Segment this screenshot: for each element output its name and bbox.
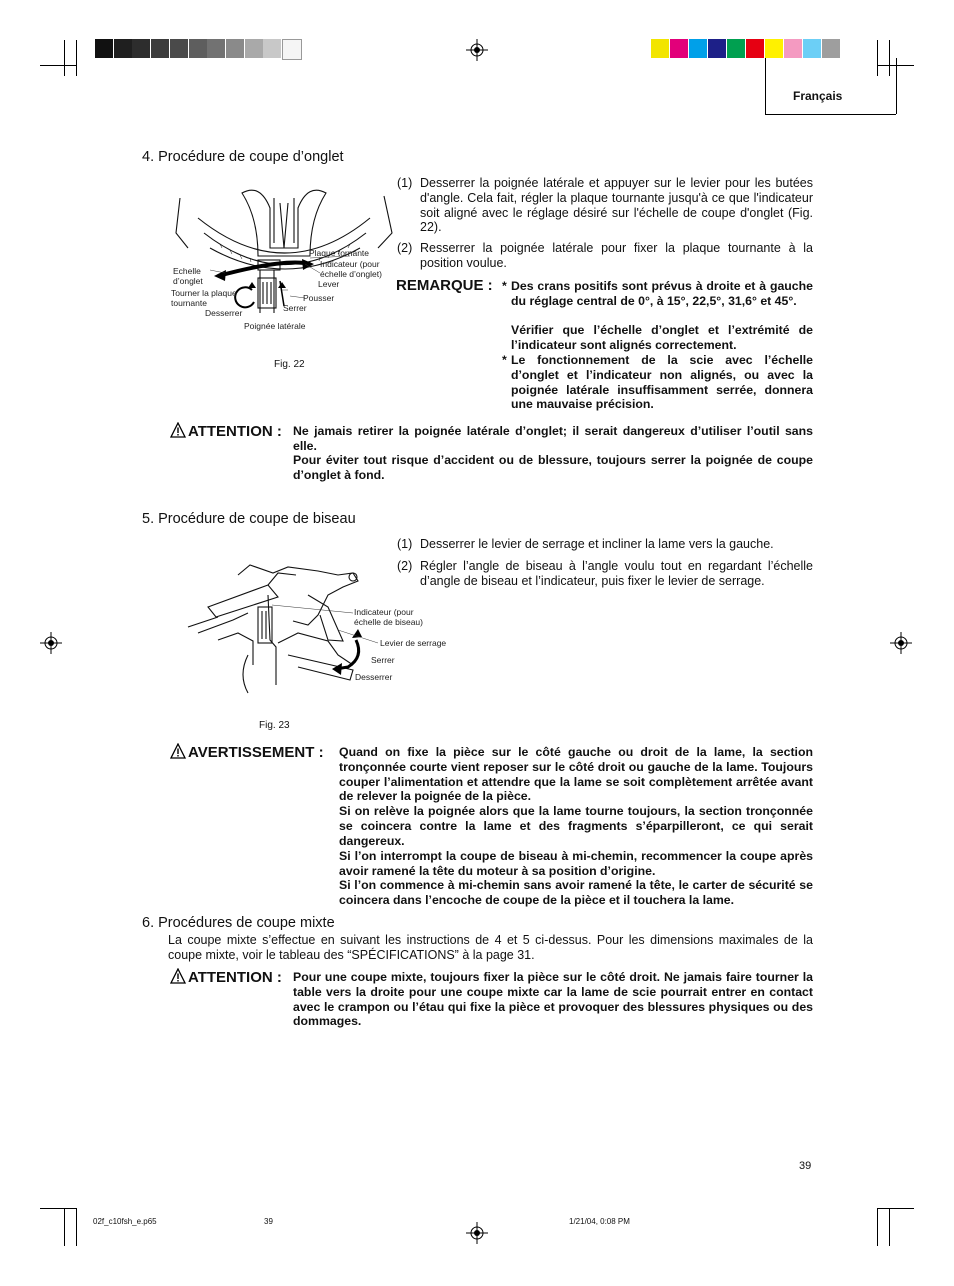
gray-swatch (263, 39, 281, 58)
footer-filename: 02f_c10fsh_e.p65 (93, 1217, 157, 1226)
attention-1-text-2: Pour éviter tout risque d’accident ou de blessure, toujours serrer la poignée de coupe d’onglet à fond. (293, 453, 813, 482)
crop-mark (64, 1208, 65, 1246)
step-text: Régler l’angle de biseau à l’angle voulu tout en regardant l’échelle d’angle de biseau et l’indicateur, puis fixer le levier de serrage. (420, 559, 813, 588)
gray-swatch (114, 39, 132, 58)
step-text: Desserrer la poignée latérale et appuyer sur le levier pour les butées d'angle. Cela fait, régler la plaque tournante jusqu'à ce que l'indicateur soit aligné avec le réglage désiré sur l'échelle de coupe d'onglet (Fig. 22). (420, 176, 813, 235)
label-indicateur-onglet: Indicateur (pour échelle d’onglet) (320, 259, 382, 279)
language-tab (765, 58, 896, 115)
gray-swatch (282, 39, 302, 60)
attention-text-label: ATTENTION : (188, 423, 282, 440)
color-swatch (708, 39, 726, 58)
color-swatch (765, 39, 783, 58)
color-swatch (670, 39, 688, 58)
crop-mark (889, 1208, 890, 1246)
step-number: (2) (397, 559, 413, 573)
attention-label-1 (170, 422, 282, 440)
color-swatch (727, 39, 745, 58)
warning-triangle-icon (170, 968, 186, 984)
step-text: Resserrer la poignée latérale pour fixer la plaque tournante à la position voulue. (420, 241, 813, 270)
attention-text-label: ATTENTION : (188, 969, 282, 986)
label-desserrer: Desserrer (205, 308, 243, 318)
step-text: Desserrer le levier de serrage et incliner la lame vers la gauche. (420, 537, 774, 551)
crop-mark (76, 1208, 77, 1246)
label-serrer-biseau: Serrer (371, 655, 395, 665)
color-swatch (822, 39, 840, 58)
label-echelle-onglet: Echelle d’onglet (173, 266, 203, 286)
step-number: (2) (397, 241, 413, 255)
registration-mark-icon (890, 632, 912, 654)
avertissement-text-label: AVERTISSEMENT : (188, 744, 324, 761)
crop-mark (40, 65, 76, 66)
gray-swatch (207, 39, 225, 58)
label-levier-serrage: Levier de serrage (380, 638, 447, 648)
step-5-1 (397, 537, 813, 553)
remarque-item-2: Vérifier que l’échelle d’onglet et l’extrémité de l’indicateur sont alignés correctement. (511, 323, 813, 352)
remarque-item-1: Des crans positifs sont prévus à droite et à gauche du réglage central de 0°, à 15°, 22,5°, 31,6° et 45°. (511, 279, 813, 308)
step-number: (1) (397, 537, 413, 551)
language-label: Français (793, 89, 843, 103)
color-swatch (746, 39, 764, 58)
color-swatch (689, 39, 707, 58)
color-swatch (784, 39, 802, 58)
color-swatch (803, 39, 821, 58)
section-5-heading: 5. Procédure de coupe de biseau (142, 511, 356, 527)
label-pousser: Pousser (303, 293, 335, 303)
avertissement-para-4: Si l’on commence à mi-chemin sans avoir ramené la tête, le carter de sécurité se coincera dans l’encoche de coupe de la pièce et il touchera la lame. (339, 878, 813, 907)
remarque-item-3: Le fonctionnement de la scie avec l’échelle d’onglet et l’indicateur non alignés, ou avec la poignée latérale insuffisamment serrée, donnera une mauvaise précision. (511, 353, 813, 412)
section-4-heading: 4. Procédure de coupe d’onglet (142, 149, 344, 165)
step-number: (1) (397, 176, 413, 190)
attention-2-text: Pour une coupe mixte, toujours fixer la pièce sur le côté droit. Ne jamais faire tourner la table vers la droite pour une coupe mixte car la lame de scie pourrait entrer en contact avec le crampon ou l’étau qui fixe la pièce et provoquer des blessures physiques ou des dommages. (293, 970, 813, 1029)
figure-23-bevel-diagram (178, 545, 378, 700)
footer-page: 39 (264, 1217, 273, 1226)
crop-mark (878, 1208, 914, 1209)
label-lever: Lever (318, 279, 340, 289)
crop-mark (877, 1208, 878, 1246)
registration-mark-icon (466, 1222, 488, 1244)
avertissement-para-3: Si l’on interrompt la coupe de biseau à mi-chemin, recommencer la coupe après avoir ramené la tête du moteur à sa position d’origine. (339, 849, 813, 878)
label-plaque-tornante: Plaque tornante (309, 248, 370, 258)
registration-mark-icon (466, 39, 488, 61)
label-indicateur-biseau: Indicateur (pour échelle de biseau) (354, 607, 423, 627)
crop-mark (64, 40, 65, 76)
attention-label-2 (170, 968, 282, 986)
crop-mark (76, 40, 77, 76)
step-4-2 (397, 241, 813, 273)
section-6-text: La coupe mixte s’effectue en suivant les instructions de 4 et 5 ci-dessus. Pour les dimensions maximales de la coupe mixte, voir le tableau des “SPÉCIFICATIONS” à la page 31. (168, 933, 813, 962)
page-number: 39 (799, 1160, 812, 1172)
figure-23-caption: Fig. 23 (259, 720, 290, 731)
section-6-heading: 6. Procédures de coupe mixte (142, 915, 335, 931)
bullet-star: * (502, 353, 507, 367)
bullet-star: * (502, 279, 507, 293)
label-poignee-laterale: Poignée latérale (244, 321, 306, 331)
warning-triangle-icon (170, 422, 186, 438)
color-swatch (651, 39, 669, 58)
label-desserrer-biseau: Desserrer (355, 672, 393, 682)
gray-swatch (170, 39, 188, 58)
avertissement-label (170, 743, 324, 761)
gray-swatch (189, 39, 207, 58)
remarque-label: REMARQUE : (396, 277, 493, 294)
label-serrer: Serrer (283, 303, 307, 313)
figure-22-caption: Fig. 22 (274, 359, 305, 370)
attention-1-text: Ne jamais retirer la poignée latérale d’onglet; il serait dangereux d’utiliser l’outil sans elle. (293, 424, 813, 453)
gray-swatch (245, 39, 263, 58)
gray-swatch (151, 39, 169, 58)
label-tourner-plaque: Tourner la plaque tournante (171, 288, 237, 308)
step-4-1 (397, 176, 813, 238)
gray-swatch (132, 39, 150, 58)
warning-triangle-icon (170, 743, 186, 759)
crop-mark (40, 1208, 76, 1209)
registration-mark-icon (40, 632, 62, 654)
step-5-2 (397, 559, 813, 605)
footer-date: 1/21/04, 0:08 PM (569, 1217, 630, 1226)
avertissement-para-1: Quand on fixe la pièce sur le côté gauche ou droit de la lame, la section tronçonnée courte vient reposer sur le côté droit ou gauche de la lame. Toujours couper l’alimentation et attendre que la lame se soit complètement arrêtée avant de relever la poignée de la pièce. (339, 745, 813, 804)
gray-swatch (226, 39, 244, 58)
gray-swatch (95, 39, 113, 58)
avertissement-para-2: Si on relève la poignée alors que la lame tourne toujours, la section tronçonnée se coincera contre la lame et des fragments s’éparpilleront, ce qui serait dangereux. (339, 804, 813, 848)
